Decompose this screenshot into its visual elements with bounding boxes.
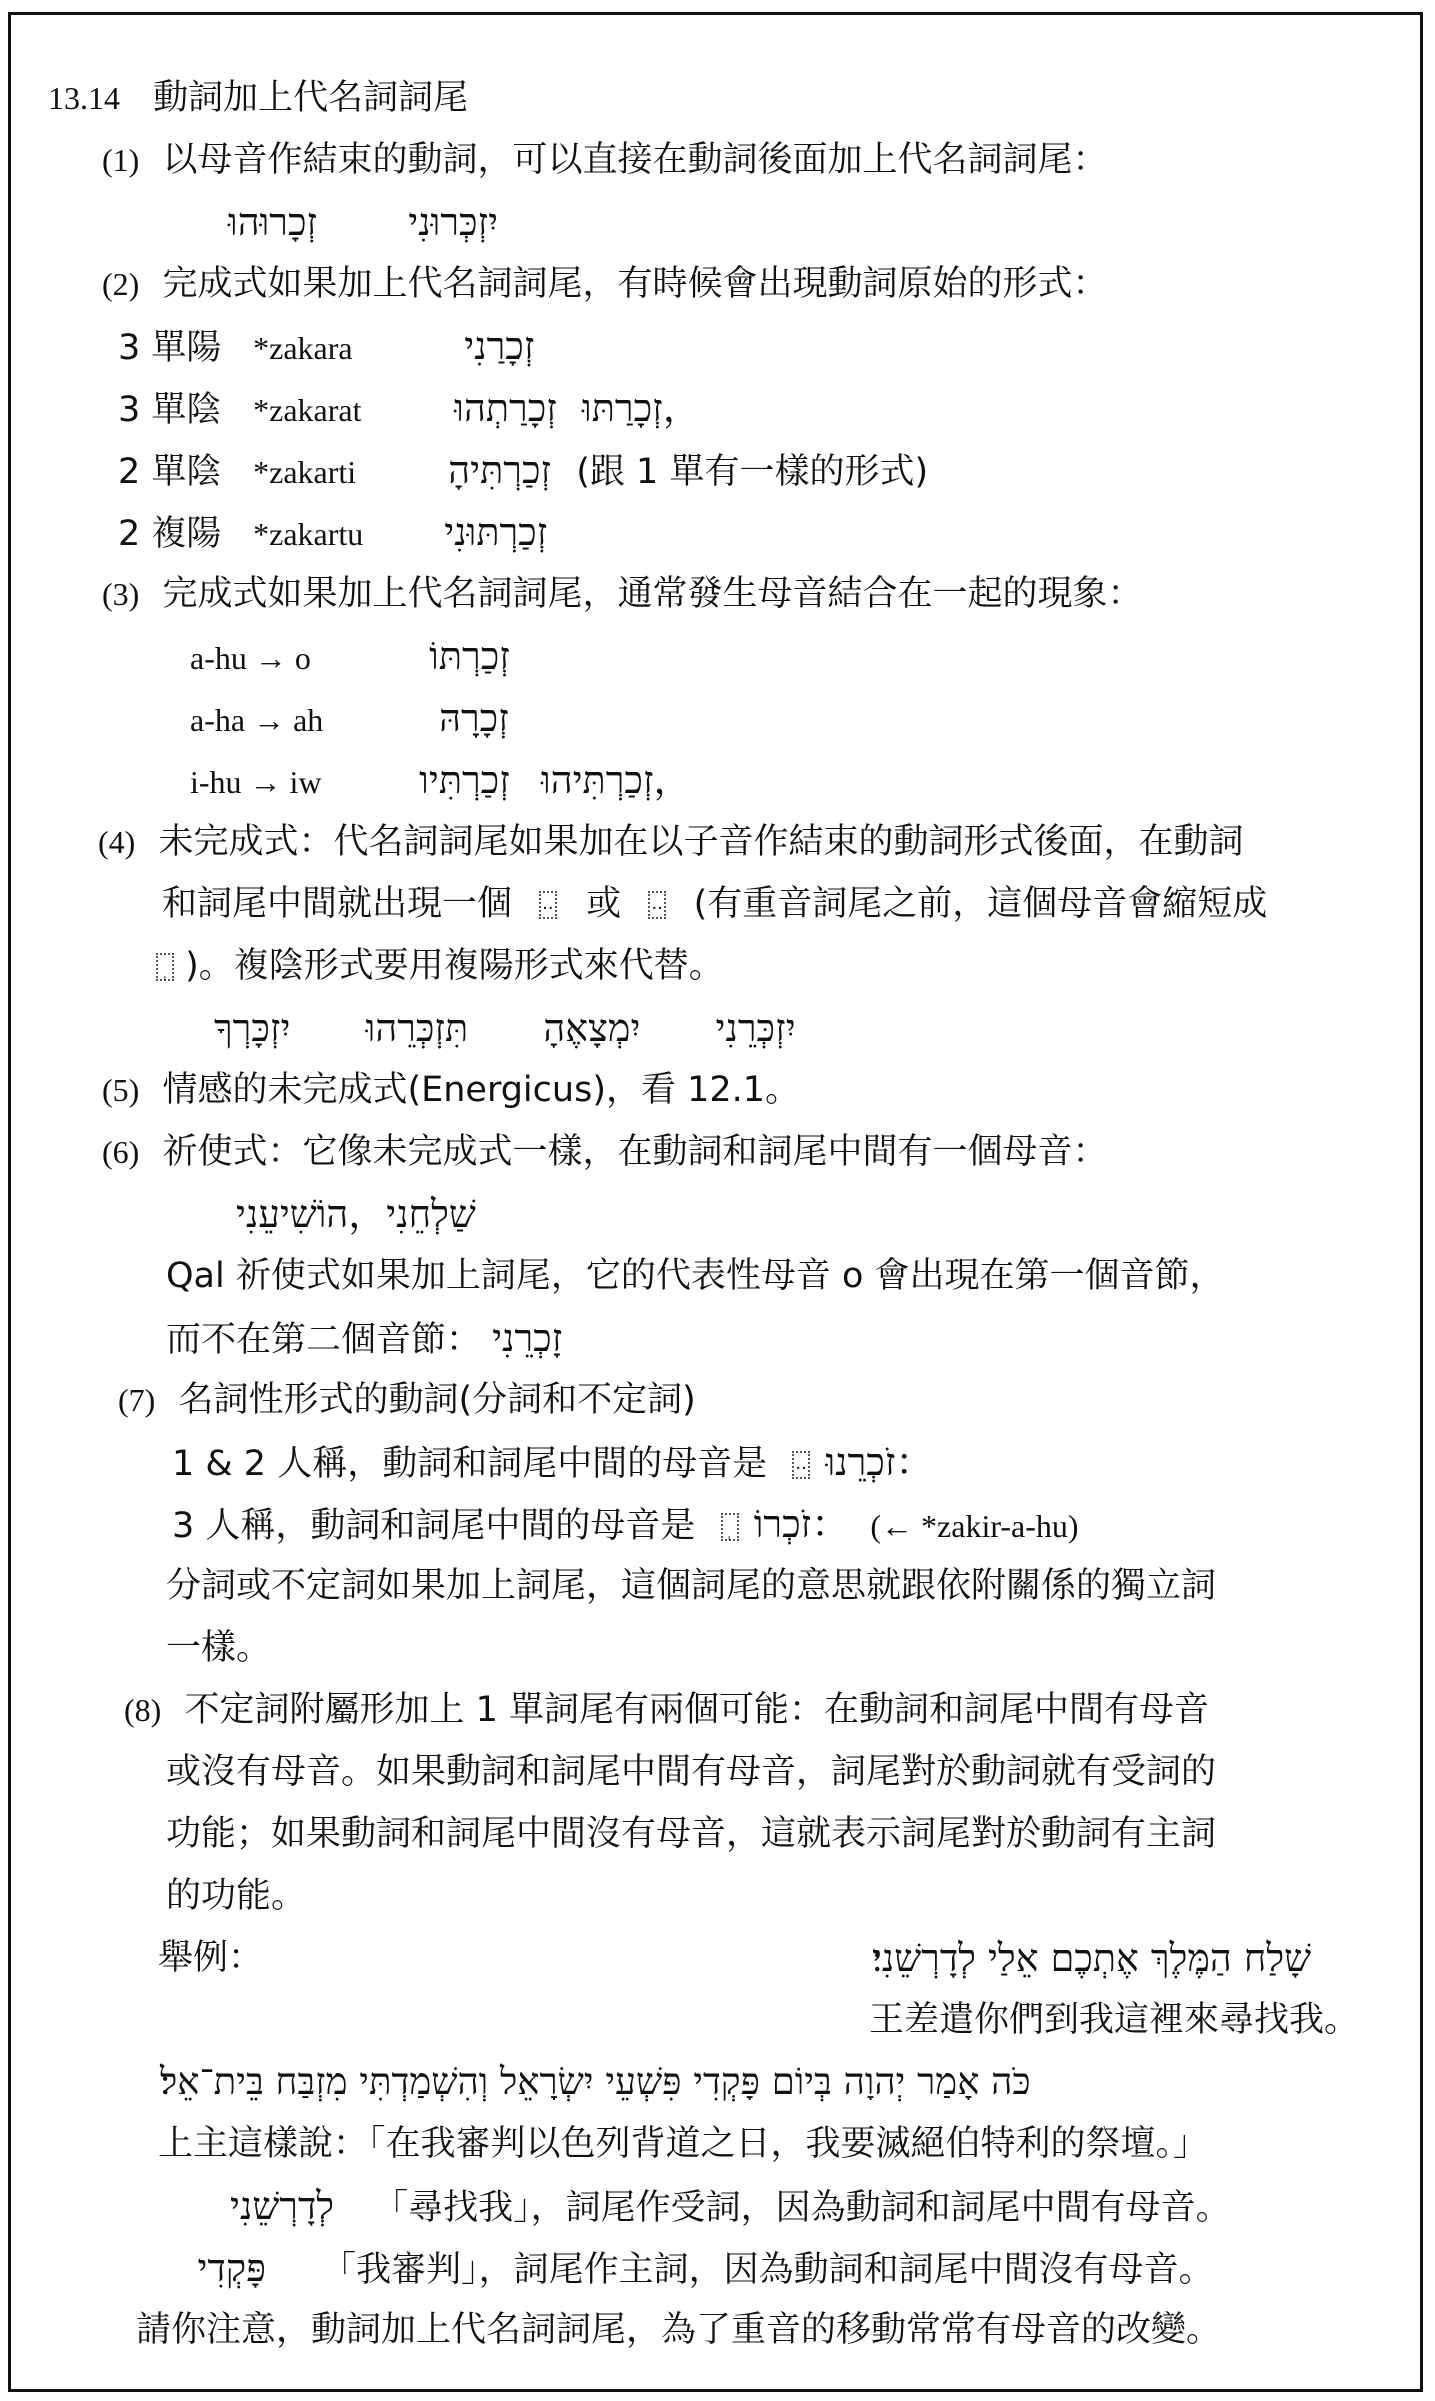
point-8-line: [166, 1750, 1216, 1794]
hebrew-word-alt: ，זְכָרַתּוּ: [582, 386, 701, 430]
example-2-translation: [158, 2122, 1208, 2166]
point-3: [102, 572, 1142, 616]
point-7-row: [172, 1440, 933, 1486]
point-7-line-4: [166, 1626, 271, 1670]
point-5-number: (5): [102, 1072, 140, 1108]
point-6-number: (6): [102, 1134, 140, 1170]
point-4-number: (4): [98, 824, 136, 860]
point-7: [118, 1378, 696, 1422]
hebrew-word-alt: ，זְכַרְתִּיהוּ: [540, 758, 692, 802]
point-4-text: (有重音詞尾之前，這個母音會縮短成: [693, 884, 1268, 924]
point-3-text: 完成式如果加上代名詞詞尾，通常發生母音結合在一起的現象：: [162, 574, 1143, 614]
point-4-text: )。複陰形式要用複陽形式來代替。: [185, 946, 724, 986]
point-4-line: 未完成式：代名詞詞尾如果加在以子音作結束的動詞形式後面，在動詞: [158, 822, 1244, 862]
hebrew-word: פָּקְדִי: [197, 2246, 266, 2290]
point-8-text: 不定詞附屬形加上 1 單詞尾有兩個可能：在動詞和詞尾中間有母音: [184, 1690, 1209, 1730]
paradigm-row: [118, 324, 534, 370]
final-note-text: 請你注意，動詞加上代名詞詞尾，為了重音的移動常常有母音的改變。: [136, 2310, 1222, 2350]
segol-vowel-icon: [648, 891, 666, 919]
point-2-number: (2): [102, 266, 140, 302]
note-row: [166, 2246, 1214, 2292]
point-8-text: 或沒有母音。如果動詞和詞尾中間有母音，詞尾對於動詞就有受詞的: [166, 1752, 1217, 1792]
original-form: *zakarat: [253, 392, 362, 428]
shewa-vowel-icon: [156, 953, 174, 981]
person-label: 3 單陰: [118, 390, 222, 430]
hebrew-word: יִזְכָּרְךָ: [214, 1006, 291, 1050]
point-7-text: 分詞或不定詞如果加上詞尾，這個詞尾的意思就跟依附關係的獨立詞: [166, 1566, 1217, 1606]
contraction-row: [190, 634, 510, 680]
example-1-translation: [869, 1998, 1359, 2042]
contraction-rule: a-ha → ah: [190, 702, 324, 738]
hebrew-word: זְכָרַנִי: [464, 324, 535, 368]
point-3-number: (3): [102, 576, 140, 612]
contraction-row: [190, 758, 692, 804]
point-8: [124, 1688, 1209, 1732]
hebrew-word: זְכַרְתּוּנִי: [444, 510, 548, 554]
hebrew-word: זְכַרְתִּיו: [419, 758, 510, 802]
point-4-line-2: [162, 882, 1267, 926]
paradigm-row: [118, 448, 928, 494]
example-2-hebrew: [160, 2060, 1031, 2105]
hebrew-word: זְכַרְתִּיהָ: [448, 448, 552, 492]
point-7-text: 名詞性形式的動詞(分詞和不定詞): [178, 1380, 696, 1420]
person-label: 2 複陽: [118, 514, 222, 554]
point-1-text: 以母音作結束的動詞，可以直接在動詞後面加上代名詞詞尾：: [162, 140, 1108, 180]
point-8-text: 的功能。: [166, 1876, 307, 1916]
point-1-number: (1): [102, 142, 140, 178]
paradigm-row: [118, 386, 701, 432]
hebrew-word: יִזְכְּרֵנִי: [715, 1006, 796, 1050]
point-6: [102, 1130, 1107, 1174]
hebrew-word: זְכַרְתּוֹ: [429, 634, 510, 678]
hebrew-word: ：זֹכְרֵנוּ: [825, 1440, 934, 1484]
point-8-text: 功能；如果動詞和詞尾中間沒有母音，這就表示詞尾對於動詞有主詞: [166, 1814, 1217, 1854]
point-7-text: 一樣。: [166, 1628, 272, 1668]
person-label: 2 單陰: [118, 452, 222, 492]
paradigm-note: (跟 1 單有一樣的形式): [576, 452, 929, 492]
point-6-text: 祈使式：它像未完成式一樣，在動詞和詞尾中間有一個母音：: [162, 1132, 1108, 1172]
point-7-text: 3 人稱，動詞和詞尾中間的母音是: [172, 1506, 696, 1546]
point-8-line: [166, 1874, 306, 1918]
point-8-line: [166, 1812, 1216, 1856]
point-5: [102, 1068, 800, 1112]
point-8-number: (8): [124, 1692, 162, 1728]
hebrew-word: תִּזְכְּרֵהוּ: [365, 1006, 469, 1050]
hebrew-word: זָכְרֵנִי: [492, 1316, 563, 1360]
section-title: 動詞加上代名詞詞尾: [153, 78, 469, 118]
point-6-line-4: [166, 1316, 562, 1362]
contraction-rule: i-hu → iw: [190, 764, 322, 800]
section-number: 13.14: [48, 80, 120, 116]
hebrew-word: זְכָרַתְהוּ: [454, 386, 557, 430]
section-heading: [48, 76, 468, 120]
hebrew-word: לְדָרְשֵׁנִי: [230, 2184, 334, 2228]
point-6-line-3: [166, 1254, 1225, 1298]
point-2: [102, 262, 1107, 306]
hebrew-word: זְכָרוּהוּ: [228, 200, 318, 244]
person-label: 3 單陽: [118, 328, 222, 368]
point-6-text: 而不在第二個音節：: [166, 1320, 482, 1360]
note-row: [166, 2184, 1231, 2230]
tsere-vowel-icon: [539, 891, 557, 919]
point-4: [98, 820, 1243, 864]
point-7-line-3: [166, 1564, 1216, 1608]
hebrew-sentence: כֹּה אָמַר יְהוָה בְּיוֹם פָּקְדִי פִּשְׁעֵי יִשְׂרָאֵל וְהִשְׁמַדְתִּי מִזְבַּח בֵּית־אֵל׃: [160, 2060, 1031, 2103]
contraction-rule: a-hu → o: [190, 640, 311, 676]
note-text: 「尋找我」，詞尾作受詞，因為動詞和詞尾中間有母音。: [373, 2188, 1231, 2228]
tsere-vowel-icon: [792, 1451, 810, 1479]
translation-text: 上主這樣說：「在我審判以色列背道之日，我要滅絕伯特利的祭壇。」: [158, 2124, 1209, 2164]
original-form: *zakarti: [253, 454, 357, 490]
hebrew-word: יִמְצָאֶהָ: [543, 1006, 641, 1050]
hebrew-word: יִזְכְּרוּנִי: [408, 200, 499, 244]
translation-text: 王差遣你們到我這裡來尋找我。: [868, 2000, 1359, 2040]
point-2-text: 完成式如果加上代名詞詞尾，有時候會出現動詞原始的形式：: [162, 264, 1108, 304]
example-label-text: 舉例：: [158, 1938, 264, 1978]
point-6-hebrew: [236, 1192, 476, 1238]
original-form: (← *zakir-a-hu): [870, 1508, 1079, 1544]
point-4-text: 或: [586, 884, 622, 924]
shewa-vowel-icon: [721, 1513, 739, 1541]
original-form: *zakartu: [253, 516, 364, 552]
point-4-line-3: [156, 944, 724, 988]
original-form: *zakara: [253, 330, 353, 366]
point-7-number: (7): [118, 1382, 156, 1418]
point-7-row: [172, 1502, 1079, 1548]
point-5-text: 情感的未完成式(Energicus)，看 12.1。: [162, 1070, 801, 1110]
point-7-text: 1 & 2 人稱，動詞和詞尾中間的母音是: [172, 1444, 768, 1484]
hebrew-sentence: שָׁלַח הַמֶּלֶךְ אֶתְכֶם אֵלַי לְדָרְשֵׁנִי׃: [871, 1936, 1311, 1980]
hebrew-word: זְכָרָהּ: [439, 696, 509, 740]
hebrew-word: שַׁלְחֵנִי，הוֹשִׁיעֵנִי: [236, 1192, 476, 1236]
paradigm-row: [118, 510, 547, 556]
final-note: [136, 2308, 1221, 2352]
note-text: 「我審判」，詞尾作主詞，因為動詞和詞尾中間沒有母音。: [321, 2250, 1214, 2290]
point-4-hebrew: [214, 1006, 796, 1052]
point-1: [102, 138, 1107, 182]
point-6-text: Qal 祈使式如果加上詞尾，它的代表性母音 o 會出現在第一個音節，: [166, 1256, 1225, 1296]
hebrew-word: ：זֹכְרוֹ: [753, 1502, 850, 1546]
example-1-hebrew: [872, 1936, 1311, 1982]
point-1-hebrew: [228, 200, 498, 246]
example-label: [158, 1936, 263, 1980]
point-4-text: 和詞尾中間就出現一個: [162, 884, 513, 924]
contraction-row: [190, 696, 509, 742]
